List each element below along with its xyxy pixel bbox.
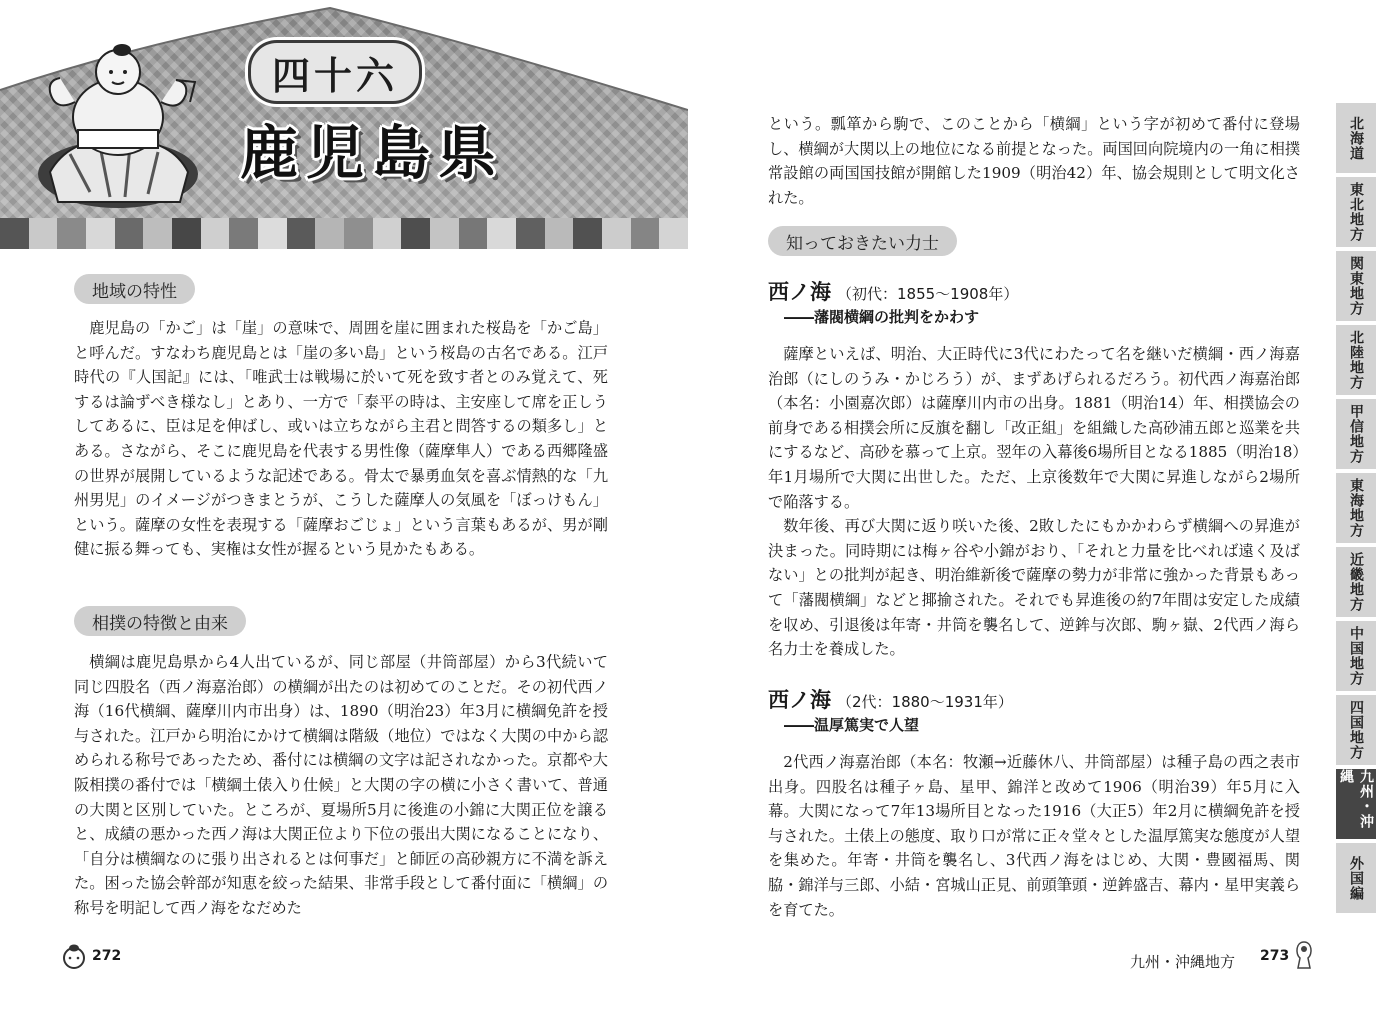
section-heading-sumo: 相撲の特徴と由来 bbox=[74, 606, 246, 636]
continuation-text: という。瓢箪から駒で、このことから「横綱」という字が初めて番付に登場し、横綱が大関以上の地位になる前提となった。両国回向院境内の一角に相撲常設館の両国国技館が開館した1909（明治42）年、協会規則として明文化された。 bbox=[768, 115, 1300, 207]
rikishi-1-paragraph: 薩摩といえば、明治、大正時代に3代にわたって名を継いだ横綱・西ノ海嘉治郎（にしのうみ・かじろう）が、まずあげられるだろう。初代西ノ海嘉治郎（本名：小園嘉次郎）は薩摩川内市の出身。1881（明治14）年、相撲協会の前身である相撲会所に反旗を翻し「改正組」を組織した高砂浦五郎と巡業を共にするなど、高砂を慕って上京。翌年の入幕後6場所目となる1885（明治18）年1月場所で大関に出世した。ただ、上京後数年で大関に昇進しながら2場所で陥落する。 bbox=[768, 345, 1301, 511]
rikishi-1-paragraph: 数年後、再び大関に返り咲いた後、2敗したにもかかわらず横綱への昇進が決まった。同時期には梅ヶ谷や小錦がおり、「それと力量を比べれば遠く及ばない」との批判が起き、明治維新後で薩摩の勢力が非常に強かった背景もあって「藩閥横綱」などと揶揄された。それでも昇進後の約7年間は安定した成績を収め、引退後は年寄・井筒を襲名して、逆鉾与次郎、駒ヶ嶽、2代西ノ海ら名力士を養成した。 bbox=[768, 517, 1300, 659]
region-tab-active[interactable]: 九州・沖縄 bbox=[1336, 769, 1376, 839]
region-tab-strip bbox=[1336, 103, 1376, 917]
page-number-left: 272 bbox=[92, 948, 122, 964]
rikishi-2-paragraphs bbox=[768, 750, 1300, 922]
running-footer: 九州・沖縄地方 bbox=[1130, 953, 1236, 971]
rikishi-2-subtitle: ――温厚篤実で人望 bbox=[784, 716, 920, 734]
region-tab[interactable]: 近畿地方 bbox=[1336, 547, 1376, 617]
sumo-face-icon bbox=[60, 943, 88, 971]
rikishi-2-paragraph: 2代西ノ海嘉治郎（本名：牧瀬→近藤休八、井筒部屋）は種子島の西之表市出身。四股名は種子ヶ島、星甲、錦洋と改めて1906（明治39）年5月に入幕。大関になって7年13場所目となった1916（大正5）年2月に横綱免許を授与された。土俵上の態度、取り口が常に正々堂々とした温厚篤実な態度が人望を集めた。年寄・井筒を襲名し、3代西ノ海をはじめ、大関・豊國福馬、関脇・錦洋与三郎、小結・宮城山正見、前頭筆頭・逆鉾盛吉、幕内・星甲実義らを育てた。 bbox=[768, 753, 1300, 919]
sumo-paragraph bbox=[74, 650, 608, 921]
rikishi-2-name: 西ノ海 bbox=[768, 688, 831, 712]
rikishi-2-dates: （2代：1880～1931年） bbox=[837, 693, 1013, 711]
prefecture-title: 鹿児島県 bbox=[240, 119, 505, 187]
chapter-number-badge: 四十六 bbox=[248, 40, 422, 104]
region-tab[interactable]: 外国編 bbox=[1336, 843, 1376, 913]
region-tab[interactable]: 四国地方 bbox=[1336, 695, 1376, 765]
rikishi-2-entry bbox=[768, 684, 1013, 714]
page-number-right: 273 bbox=[1260, 948, 1290, 964]
region-tab[interactable]: 関東地方 bbox=[1336, 251, 1376, 321]
right-page bbox=[688, 0, 1376, 1014]
rikishi-1-name: 西ノ海 bbox=[768, 280, 831, 304]
sumo-text: 横綱は鹿児島県から4人出ているが、同じ部屋（井筒部屋）から3代続いて同じ四股名（西ノ海嘉治郎）の横綱が出たのは初めてのことだ。その初代西ノ海（16代横綱、薩摩川内市出身）は、1890（明治23）年3月に横綱免許を授与された。江戸から明治にかけて横綱は階級（地位）ではなく大関の中から認められる称号であったため、番付には横綱の文字は記されなかった。京都や大阪相撲の番付では「横綱土俵入り仕候」と大関の字の横に小さく書いて、普通の大関と区別していた。ところが、夏場所5月に後進の小錦に大関正位を譲ると、成績の悪かった西ノ海は大関正位より下位の張出大関になることになり、「自分は横綱なのに張り出されるとは何事だ」と師匠の高砂親方に不満を訴えた。困った協会幹部が知恵を絞った結果、非常手段として番付面に「横綱」の称号を明記して西ノ海をなだめた bbox=[74, 653, 608, 917]
rikishi-1-entry bbox=[768, 276, 1018, 306]
rikishi-1-subtitle: ――藩閥横綱の批判をかわす bbox=[784, 308, 980, 326]
region-tab[interactable]: 北海道 bbox=[1336, 103, 1376, 173]
section-heading-rikishi: 知っておきたい力士 bbox=[768, 226, 957, 256]
region-tab[interactable]: 中国地方 bbox=[1336, 621, 1376, 691]
sumo-wrestler-illustration bbox=[30, 42, 205, 212]
region-tab[interactable]: 東北地方 bbox=[1336, 177, 1376, 247]
rikishi-1-paragraphs bbox=[768, 342, 1300, 662]
region-tab[interactable]: 東海地方 bbox=[1336, 473, 1376, 543]
rikishi-1-dates: （初代：1855～1908年） bbox=[837, 285, 1019, 303]
region-tab[interactable]: 甲信地方 bbox=[1336, 399, 1376, 469]
regional-paragraph bbox=[74, 316, 608, 562]
sumo-figure-icon bbox=[1292, 940, 1316, 972]
continuation-paragraph bbox=[768, 112, 1300, 210]
chapter-header-banner bbox=[0, 0, 688, 218]
regional-text: 鹿児島の「かご」は「崖」の意味で、周囲を崖に囲まれた桜島を「かご島」と呼んだ。すなわち鹿児島とは「崖の多い島」という桜島の古名である。江戸時代の『人国記』には、「唯武士は戦場に於いて死を致す者とのみ覚えて、死するは論ずべき様なし」とあり、一方で「泰平の時は、主安座して席を正しうしてあるに、臣は足を伸ばし、或いは立ちながら主君と問答するの類多し」とある。さながら、そこに鹿児島を代表する男性像（薩摩隼人）である西郷隆盛の世界が展開しているような記述である。骨太で暴勇血気を喜ぶ情熱的な「九州男児」のイメージがつきまとうが、こうした薩摩人の気風を「ぼっけもん」という。薩摩の女性を表現する「薩摩おごじょ」という言葉もあるが、男が剛健に振る舞っても、実権は女性が握るという見かたもある。 bbox=[74, 319, 608, 559]
checkered-band bbox=[0, 218, 688, 249]
region-tab[interactable]: 北陸地方 bbox=[1336, 325, 1376, 395]
section-heading-regional: 地域の特性 bbox=[74, 274, 195, 304]
